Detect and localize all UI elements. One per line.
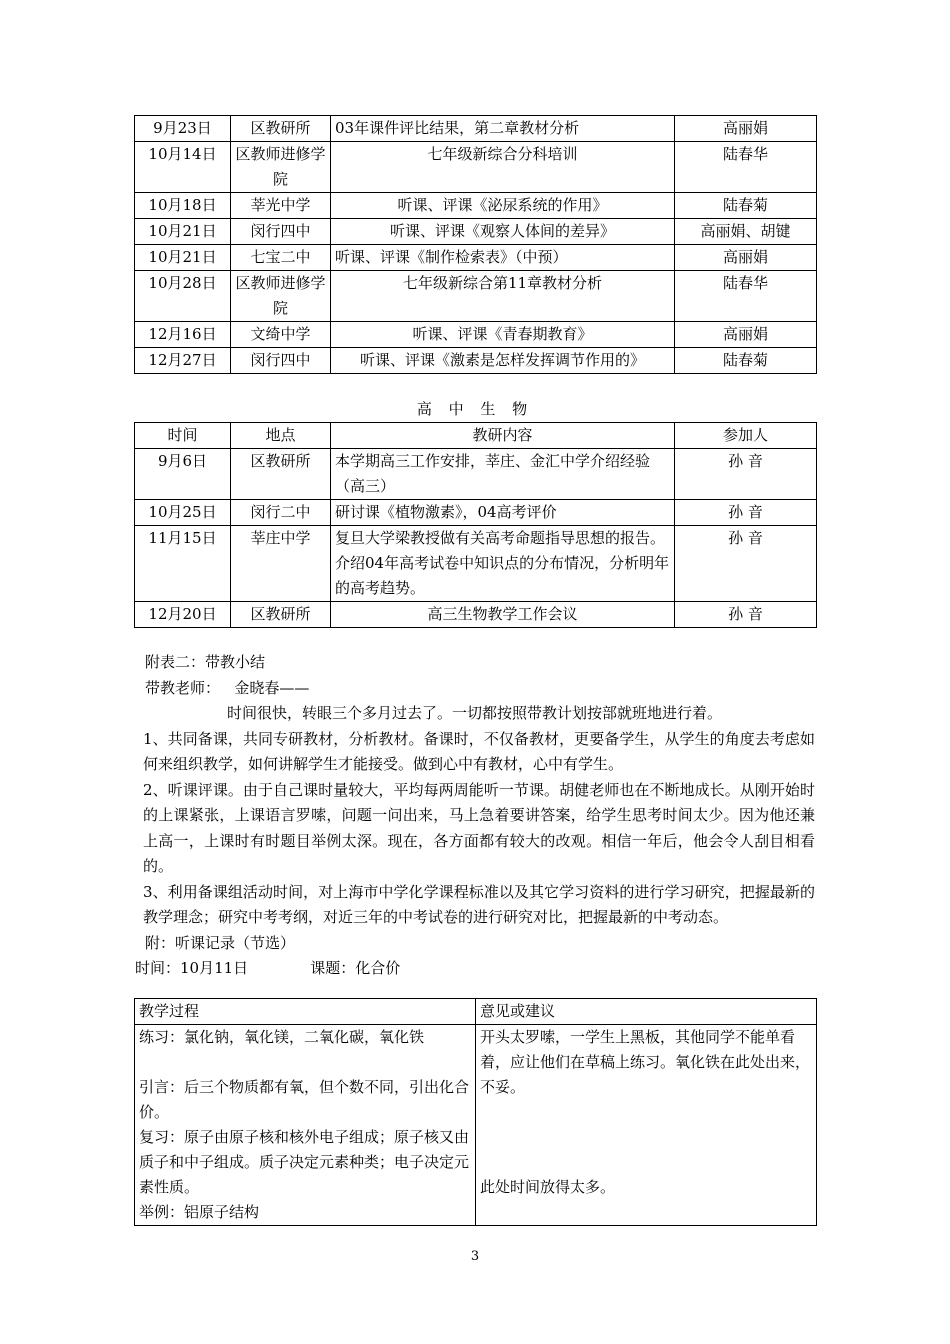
date-cell: 9月6日 [135, 449, 231, 500]
table-row [135, 116, 817, 142]
date-cell: 10月21日 [135, 219, 231, 245]
people-cell: 孙 音 [675, 602, 817, 628]
date-cell: 10月18日 [135, 193, 231, 219]
date-cell: 9月23日 [135, 116, 231, 142]
content-cell: 七年级新综合第11章教材分析 [331, 271, 675, 322]
teaching-summary [135, 650, 815, 982]
table-row [135, 322, 817, 348]
table-row [135, 193, 817, 219]
summary-paragraph-2: 2、听课评课。由于自己课时量较大，平均每两周能听一节课。胡健老师也在不断地成长。从刚开始时的上课紧张，上课语言罗嗦，问题一问出来，马上急着要讲答案，给学生思考时间太少。因为他还兼上高一，上课时有时题目举例太深。现在，各方面都有较大的改观。相信一年后，他会令人刮目相看的。 [143, 780, 815, 875]
teacher-line [145, 676, 815, 702]
summary-paragraph-3: 3、利用备课组活动时间，对上海市中学化学课程标准以及其它学习资料的进行学习研究，把握最新的教学理念；研究中考考纲，对近三年的中考试卷的进行研究对比，把握最新的中考动态。 [143, 882, 815, 926]
table-row [135, 500, 817, 526]
table-header-row [135, 423, 817, 449]
content-cell: 研讨课《植物激素》，04高考评价 [331, 500, 675, 526]
table-header-row [135, 999, 817, 1025]
header-date: 时间 [135, 423, 231, 449]
date-cell: 10月25日 [135, 500, 231, 526]
lesson-record-table [134, 998, 817, 1226]
table-row [135, 348, 817, 374]
header-content: 教研内容 [331, 423, 675, 449]
place-cell: 区教师进修学院 [231, 142, 331, 193]
date-cell: 12月20日 [135, 602, 231, 628]
content-cell: 03年课件评比结果，第二章教材分析 [331, 116, 675, 142]
process-line: 复习：原子由原子核和核外电子组成；原子核又由质子和中子组成。质子决定元素种类；电子决定元素性质。 [139, 1128, 470, 1196]
record-meta [135, 956, 815, 982]
people-cell: 孙 音 [675, 449, 817, 500]
page-number: 3 [470, 1249, 480, 1264]
advice-line: 此处时间放得太多。 [480, 1178, 616, 1196]
senior-research-table [134, 422, 817, 628]
teacher-label: 带教老师： [145, 678, 221, 697]
header-place: 地点 [231, 423, 331, 449]
people-cell: 高丽娟 [675, 322, 817, 348]
header-advice: 意见或建议 [476, 999, 817, 1025]
content-cell: 听课、评课《激素是怎样发挥调节作用的》 [331, 348, 675, 374]
record-time: 时间：10月11日 [135, 959, 249, 977]
advice-cell [476, 1025, 817, 1226]
place-cell: 区教研所 [231, 449, 331, 500]
table-row [135, 526, 817, 602]
date-cell: 10月21日 [135, 245, 231, 271]
content-cell: 本学期高三工作安排，莘庄、金汇中学介绍经验（高三） [331, 449, 675, 500]
place-cell: 文绮中学 [231, 322, 331, 348]
content-cell: 复旦大学梁教授做有关高考命题指导思想的报告。介绍04年高考试卷中知识点的分布情况，分析明年的高考趋势。 [331, 526, 675, 602]
date-cell: 10月28日 [135, 271, 231, 322]
content-cell: 听课、评课《青春期教育》 [331, 322, 675, 348]
appendix-label: 附：听课记录（节选） [145, 933, 296, 952]
date-cell: 12月27日 [135, 348, 231, 374]
summary-intro: 时间很快，转眼三个多月过去了。一切都按照带教计划按部就班地进行着。 [227, 704, 723, 722]
teacher-name: 金晓春—— [234, 678, 310, 697]
header-people: 参加人 [675, 423, 817, 449]
place-cell: 莘光中学 [231, 193, 331, 219]
place-cell: 闵行二中 [231, 500, 331, 526]
header-process: 教学过程 [135, 999, 476, 1025]
place-cell: 莘庄中学 [231, 526, 331, 602]
content-cell: 听课、评课《泌尿系统的作用》 [331, 193, 675, 219]
content-cell: 七年级新综合分科培训 [331, 142, 675, 193]
date-cell: 10月14日 [135, 142, 231, 193]
people-cell: 陆春华 [675, 271, 817, 322]
summary-paragraph-1: 1、共同备课，共同专研教材，分析教材。备课时，不仅备教材，更要备学生，从学生的角度去考虑如何来组织教学，如何讲解学生才能接受。做到心中有教材，心中有学生。 [143, 729, 815, 773]
people-cell: 高丽娟 [675, 116, 817, 142]
process-cell [135, 1025, 476, 1226]
table-row [135, 1025, 817, 1226]
advice-line: 开头太罗嗦，一学生上黑板，其他同学不能单看着，应让他们在草稿上练习。氧化铁在此处出来，不妥。 [480, 1028, 811, 1096]
place-cell: 闵行四中 [231, 348, 331, 374]
table-row [135, 142, 817, 193]
place-cell: 区教师进修学院 [231, 271, 331, 322]
content-cell: 听课、评课《制作检索表》（中预） [331, 245, 675, 271]
summary-title: 附表二：带教小结 [145, 653, 266, 671]
people-cell: 陆春菊 [675, 193, 817, 219]
place-cell: 闵行四中 [231, 219, 331, 245]
table-row [135, 219, 817, 245]
date-cell: 12月16日 [135, 322, 231, 348]
table-row [135, 449, 817, 500]
process-line: 举例：铝原子结构 [139, 1203, 260, 1221]
table-row [135, 245, 817, 271]
table-row [135, 602, 817, 628]
people-cell: 陆春华 [675, 142, 817, 193]
place-cell: 七宝二中 [231, 245, 331, 271]
process-line: 引言：后三个物质都有氧，但个数不同，引出化合价。 [139, 1078, 470, 1121]
content-cell: 听课、评课《观察人体间的差异》 [331, 219, 675, 245]
people-cell: 高丽娟、胡键 [675, 219, 817, 245]
people-cell: 高丽娟 [675, 245, 817, 271]
record-topic: 课题：化合价 [310, 959, 401, 977]
place-cell: 区教研所 [231, 116, 331, 142]
people-cell: 陆春菊 [675, 348, 817, 374]
place-cell: 区教研所 [231, 602, 331, 628]
process-line: 练习：氯化钠，氧化镁，二氧化碳，氧化铁 [139, 1028, 425, 1046]
junior-research-table [134, 115, 817, 374]
content-cell: 高三生物教学工作会议 [331, 602, 675, 628]
senior-biology-heading: 高 中 生 物 [416, 400, 534, 418]
people-cell: 孙 音 [675, 500, 817, 526]
people-cell: 孙 音 [675, 526, 817, 602]
table-row [135, 271, 817, 322]
date-cell: 11月15日 [135, 526, 231, 602]
